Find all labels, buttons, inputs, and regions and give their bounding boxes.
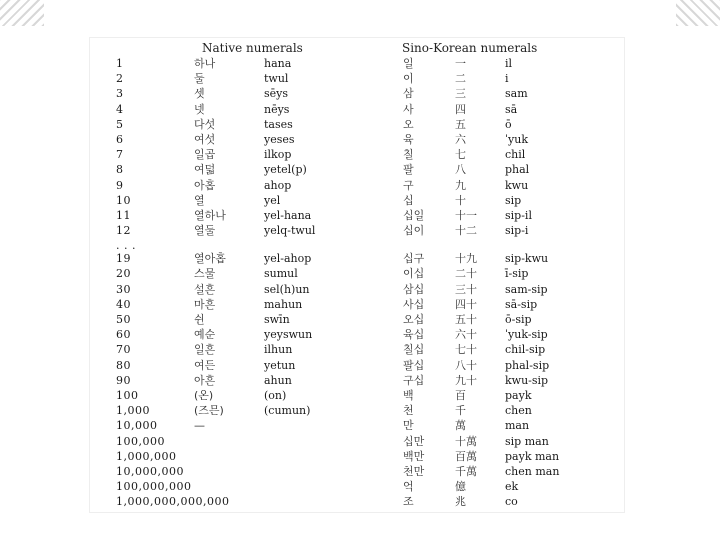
table-row bbox=[90, 132, 624, 147]
table-row bbox=[90, 223, 624, 238]
table-row bbox=[90, 479, 624, 494]
native-romanization-cell: ilkop bbox=[264, 148, 292, 162]
native-hangul-cell: 셋 bbox=[194, 87, 205, 101]
sino-hangul-cell: 칠십 bbox=[403, 343, 425, 357]
table-row bbox=[90, 388, 624, 403]
native-romanization-cell: yeses bbox=[264, 132, 295, 146]
sino-hanja-cell: 九 bbox=[455, 178, 466, 192]
sino-hangul-cell: 삼십 bbox=[403, 282, 425, 296]
corner-decoration-left bbox=[0, 0, 44, 26]
table-row bbox=[90, 117, 624, 132]
table-row bbox=[90, 251, 624, 266]
native-romanization-cell: twul bbox=[264, 72, 289, 86]
sino-hanja-cell: 十 bbox=[455, 193, 466, 207]
gap-marker: . . . bbox=[116, 239, 136, 253]
native-romanization-cell: hana bbox=[264, 57, 292, 70]
sino-hangul-cell: 십 bbox=[403, 193, 414, 207]
sino-hanja-cell: 億 bbox=[455, 480, 466, 494]
number-cell: 1,000,000 bbox=[116, 449, 177, 463]
native-hangul-cell: 스물 bbox=[194, 267, 216, 281]
native-hangul-cell: 다섯 bbox=[194, 117, 216, 131]
sino-hangul-cell: 조 bbox=[403, 495, 414, 509]
native-romanization-cell: yetel(p) bbox=[264, 163, 307, 177]
number-cell: 7 bbox=[116, 148, 124, 162]
sino-hangul-cell: 이십 bbox=[403, 267, 425, 281]
table-row bbox=[90, 494, 624, 509]
sino-hangul-cell: 십구 bbox=[403, 252, 425, 266]
sino-hanja-cell: 九十 bbox=[455, 373, 477, 387]
sino-romanization-cell: chen bbox=[505, 404, 532, 418]
number-cell: 10,000 bbox=[116, 419, 158, 433]
number-cell: 9 bbox=[116, 178, 124, 192]
sino-romanization-cell: ō-sip bbox=[505, 313, 532, 326]
native-hangul-cell: 일흔 bbox=[194, 343, 216, 357]
sino-hangul-cell: 구 bbox=[403, 178, 414, 192]
sino-hanja-cell: 千 bbox=[455, 404, 466, 418]
sino-hanja-cell: 四十 bbox=[455, 297, 477, 311]
sino-romanization-cell: sam bbox=[505, 87, 528, 101]
table-row bbox=[90, 342, 624, 357]
sino-hangul-cell: 사십 bbox=[403, 297, 425, 311]
native-hangul-cell: 여덟 bbox=[194, 163, 216, 177]
sino-hangul-cell: 오십 bbox=[403, 313, 425, 326]
sino-hanja-cell: 一 bbox=[455, 57, 466, 70]
native-romanization-cell: ilhun bbox=[264, 343, 293, 357]
sino-romanization-cell: payk man bbox=[505, 449, 560, 463]
native-romanization-cell: mahun bbox=[264, 297, 303, 311]
native-hangul-cell: (온) bbox=[194, 388, 214, 402]
sino-hangul-cell: 일 bbox=[403, 57, 414, 70]
native-romanization-cell: yetun bbox=[264, 358, 296, 372]
sino-hangul-cell: 팔십 bbox=[403, 358, 425, 372]
sino-hangul-cell: 십이 bbox=[403, 224, 425, 238]
sino-hangul-cell: 백만 bbox=[403, 449, 425, 463]
table-row bbox=[90, 297, 624, 312]
sino-hangul-cell: 사 bbox=[403, 102, 414, 116]
sino-hangul-cell: 삼 bbox=[403, 87, 414, 101]
table-row bbox=[90, 102, 624, 117]
native-romanization-cell: ahop bbox=[264, 178, 292, 192]
native-romanization-cell: yel-ahop bbox=[264, 252, 312, 266]
native-hangul-cell: 열하나 bbox=[194, 208, 226, 222]
table-row bbox=[90, 327, 624, 342]
native-hangul-cell: 마흔 bbox=[194, 297, 216, 311]
sino-hanja-cell: 三 bbox=[455, 87, 466, 101]
sino-romanization-cell: phal-sip bbox=[505, 358, 550, 372]
sino-romanization-cell: sip-kwu bbox=[505, 252, 549, 266]
native-romanization-cell: nēys bbox=[264, 102, 290, 116]
sino-hangul-cell: 이 bbox=[403, 72, 414, 86]
sino-hanja-cell: 十九 bbox=[455, 252, 477, 266]
sino-hanja-cell: 六十 bbox=[455, 328, 477, 342]
number-cell: 60 bbox=[116, 328, 131, 342]
number-cell: 2 bbox=[116, 72, 124, 86]
sino-romanization-cell: ˈyuk bbox=[505, 132, 528, 146]
table-row bbox=[90, 208, 624, 223]
number-cell: 70 bbox=[116, 343, 131, 357]
sino-romanization-cell: sā-sip bbox=[505, 297, 538, 311]
sino-hanja-cell: 千萬 bbox=[455, 464, 477, 478]
table-row bbox=[90, 434, 624, 449]
table-row bbox=[90, 193, 624, 208]
native-hangul-cell: (즈믄) bbox=[194, 404, 224, 418]
sino-hangul-cell: 백 bbox=[403, 388, 414, 402]
sino-romanization-cell: chil bbox=[505, 148, 526, 162]
number-cell: 50 bbox=[116, 313, 131, 326]
sino-romanization-cell: kwu bbox=[505, 178, 529, 192]
table-row bbox=[90, 373, 624, 388]
sino-hanja-cell: 五 bbox=[455, 117, 466, 131]
table-row bbox=[90, 449, 624, 464]
sino-romanization-cell: payk bbox=[505, 388, 532, 402]
sino-hangul-cell: 십만 bbox=[403, 434, 425, 448]
sino-romanization-cell: i bbox=[505, 72, 509, 86]
number-cell: 12 bbox=[116, 224, 131, 238]
sino-hanja-cell: 七 bbox=[455, 148, 466, 162]
native-hangul-cell: 열아홉 bbox=[194, 252, 226, 266]
sino-hanja-cell: 七十 bbox=[455, 343, 477, 357]
sino-romanization-cell: man bbox=[505, 419, 530, 433]
number-cell: 80 bbox=[116, 358, 131, 372]
sino-hanja-cell: 八 bbox=[455, 163, 466, 177]
number-cell: 5 bbox=[116, 117, 124, 131]
sino-hangul-cell: 오 bbox=[403, 117, 414, 131]
numerals-table bbox=[90, 56, 624, 509]
sino-hanja-cell: 百 bbox=[455, 388, 466, 402]
sino-hanja-cell: 三十 bbox=[455, 282, 477, 296]
sino-hangul-cell: 육십 bbox=[403, 328, 425, 342]
sino-hangul-cell: 만 bbox=[403, 419, 414, 433]
sino-hangul-cell: 천만 bbox=[403, 464, 425, 478]
native-romanization-cell: yelq-twul bbox=[264, 224, 316, 238]
number-cell: 1 bbox=[116, 57, 124, 70]
sino-romanization-cell: il bbox=[505, 57, 513, 70]
native-hangul-cell: 설흔 bbox=[194, 282, 216, 296]
sino-hanja-cell: 四 bbox=[455, 102, 466, 116]
sino-hanja-cell: 萬 bbox=[455, 419, 466, 433]
sino-romanization-cell: sip-il bbox=[505, 208, 532, 222]
number-cell: 40 bbox=[116, 297, 131, 311]
native-romanization-cell: yel bbox=[264, 193, 281, 207]
number-cell: 100,000 bbox=[116, 434, 165, 448]
table-row bbox=[90, 312, 624, 327]
number-cell: 4 bbox=[116, 102, 124, 116]
sino-hanja-cell: 十二 bbox=[455, 224, 477, 238]
sino-romanization-cell: sip man bbox=[505, 434, 549, 448]
table-row bbox=[90, 147, 624, 162]
native-romanization-cell: (on) bbox=[264, 388, 287, 402]
sino-romanization-cell: phal bbox=[505, 163, 530, 177]
number-cell: 6 bbox=[116, 132, 124, 146]
table-row bbox=[90, 71, 624, 86]
sino-romanization-cell: sā bbox=[505, 102, 518, 116]
table-row bbox=[90, 266, 624, 281]
sino-romanization-cell: ī-sip bbox=[505, 267, 529, 281]
table-row bbox=[90, 464, 624, 479]
sino-romanization-cell: kwu-sip bbox=[505, 373, 549, 387]
number-cell: 100 bbox=[116, 388, 139, 402]
number-cell: 1,000,000,000,000 bbox=[116, 495, 230, 509]
number-cell: 10,000,000 bbox=[116, 464, 184, 478]
native-romanization-cell: swīn bbox=[264, 313, 290, 326]
sino-hanja-cell: 兆 bbox=[455, 495, 466, 509]
number-cell: 8 bbox=[116, 163, 124, 177]
table-row bbox=[90, 56, 624, 71]
native-hangul-cell: — bbox=[194, 419, 205, 433]
sino-romanization-cell: co bbox=[505, 495, 518, 509]
native-romanization-cell: yeyswun bbox=[264, 328, 313, 342]
sino-hanja-cell: 十萬 bbox=[455, 434, 477, 448]
native-hangul-cell: 쉰 bbox=[194, 313, 205, 326]
numerals-document bbox=[90, 38, 624, 512]
sino-romanization-cell: chen man bbox=[505, 464, 560, 478]
native-hangul-cell: 열 bbox=[194, 193, 205, 207]
table-row bbox=[90, 86, 624, 101]
native-hangul-cell: 아흔 bbox=[194, 373, 216, 387]
sino-hangul-cell: 억 bbox=[403, 480, 414, 494]
number-cell: 20 bbox=[116, 267, 131, 281]
table-row bbox=[90, 403, 624, 418]
gap-row bbox=[90, 238, 624, 251]
table-row bbox=[90, 178, 624, 193]
native-romanization-cell: sēys bbox=[264, 87, 289, 101]
native-hangul-cell: 일곱 bbox=[194, 148, 216, 162]
number-cell: 1,000 bbox=[116, 404, 150, 418]
native-romanization-cell: sumul bbox=[264, 267, 298, 281]
sino-hanja-cell: 十一 bbox=[455, 208, 477, 222]
sino-hanja-cell: 二 bbox=[455, 72, 466, 86]
native-hangul-cell: 열둘 bbox=[194, 224, 216, 238]
sino-romanization-cell: sip bbox=[505, 193, 522, 207]
native-hangul-cell: 아홉 bbox=[194, 178, 216, 192]
native-romanization-cell: yel-hana bbox=[264, 208, 312, 222]
native-romanization-cell: tases bbox=[264, 117, 293, 131]
sino-hangul-cell: 팔 bbox=[403, 163, 414, 177]
table-row bbox=[90, 418, 624, 433]
number-cell: 3 bbox=[116, 87, 124, 101]
number-cell: 19 bbox=[116, 252, 131, 266]
number-cell: 90 bbox=[116, 373, 131, 387]
corner-decoration-right bbox=[676, 0, 720, 26]
sino-hangul-cell: 칠 bbox=[403, 148, 414, 162]
native-romanization-cell: (cumun) bbox=[264, 404, 311, 418]
sino-hanja-cell: 五十 bbox=[455, 313, 477, 326]
sino-hangul-cell: 천 bbox=[403, 404, 414, 418]
sino-romanization-cell: chil-sip bbox=[505, 343, 546, 357]
native-numerals-heading: Native numerals bbox=[202, 41, 303, 55]
sino-hangul-cell: 십일 bbox=[403, 208, 425, 222]
sino-korean-numerals-heading: Sino-Korean numerals bbox=[402, 41, 538, 55]
number-cell: 11 bbox=[116, 208, 131, 222]
sino-hanja-cell: 二十 bbox=[455, 267, 477, 281]
native-hangul-cell: 예순 bbox=[194, 328, 216, 342]
table-row bbox=[90, 162, 624, 177]
native-hangul-cell: 여든 bbox=[194, 358, 216, 372]
table-row bbox=[90, 282, 624, 297]
sino-hanja-cell: 百萬 bbox=[455, 449, 477, 463]
native-hangul-cell: 둘 bbox=[194, 72, 205, 86]
sino-romanization-cell: ō bbox=[505, 117, 512, 131]
sino-romanization-cell: sam-sip bbox=[505, 282, 548, 296]
native-hangul-cell: 하나 bbox=[194, 57, 216, 70]
sino-hangul-cell: 육 bbox=[403, 132, 414, 146]
number-cell: 10 bbox=[116, 193, 131, 207]
number-cell: 100,000,000 bbox=[116, 480, 192, 494]
sino-romanization-cell: ek bbox=[505, 480, 519, 494]
number-cell: 30 bbox=[116, 282, 131, 296]
sino-hanja-cell: 六 bbox=[455, 132, 466, 146]
table-row bbox=[90, 358, 624, 373]
sino-romanization-cell: ˈyuk-sip bbox=[505, 328, 548, 342]
sino-romanization-cell: sip-i bbox=[505, 224, 529, 238]
sino-hanja-cell: 八十 bbox=[455, 358, 477, 372]
native-hangul-cell: 넷 bbox=[194, 102, 205, 116]
native-romanization-cell: sel(h)un bbox=[264, 282, 310, 296]
sino-hangul-cell: 구십 bbox=[403, 373, 425, 387]
native-romanization-cell: ahun bbox=[264, 373, 292, 387]
native-hangul-cell: 여섯 bbox=[194, 132, 216, 146]
